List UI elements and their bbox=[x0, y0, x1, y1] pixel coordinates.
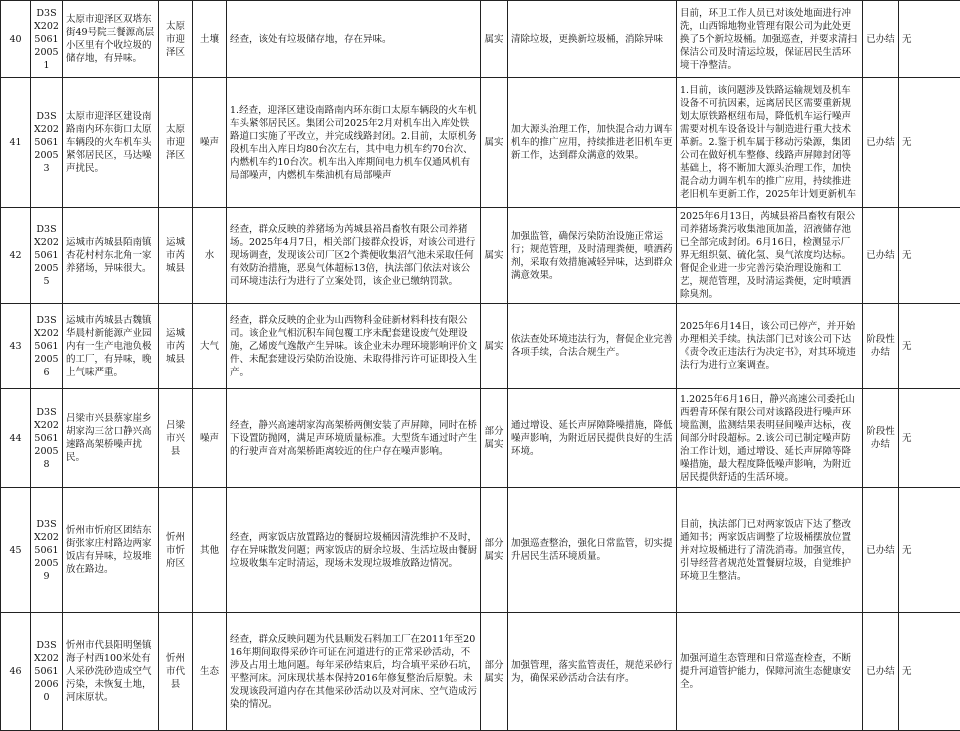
case-status: 已办结 bbox=[863, 488, 899, 613]
verdict: 属实 bbox=[481, 1, 508, 78]
verdict: 属实 bbox=[481, 304, 508, 389]
rectification-measure: 加强监管，确保污染防治设施正常运行；规范管理，及时清理粪便，喷洒药剂，采取有效措施减轻异味，达到群众满意效果。 bbox=[508, 208, 677, 304]
row-number: 40 bbox=[1, 1, 31, 78]
row-number: 43 bbox=[1, 304, 31, 389]
case-code: D3SX202506120059 bbox=[31, 488, 63, 613]
table-body bbox=[1, 1, 960, 731]
complaint-text: 忻州市代县阳明堡镇海子村西100米处有人采砂洗砂造成空气污染，未恢复土地，河床原状。 bbox=[63, 613, 159, 731]
investigation-finding: 1.经查，迎泽区建设南路南内环东街口太原车辆段的火车机车头紧邻居民区。集团公司2025年2月对机车出入库处铁路道口实施了平改立，并完成线路封闭。2.目前，太原机务段机车出入库日均80台次左右，其中电力机车约70台次、内燃机车约10台次。机车出入库期间电力机车仅通风机有局部噪声，内燃机车柴油机有局部噪声 bbox=[227, 78, 481, 208]
case-code: D3SX202506120058 bbox=[31, 389, 63, 488]
investigation-finding: 经查，群众反映问题为代县顺发石料加工厂在2011年至2016年期间取得采砂许可证在河道进行的正常采砂活动，不涉及占用土地问题。每年采砂结束后，均合填平采砂石坑，平整河床。河床现状基本保持2016年修复整治后原貌。未发现该段河道内存在其他采砂活动以及对河床、空气造成污染的情况。 bbox=[227, 613, 481, 731]
complaint-text: 太原市迎泽区建设南路南内环东街口太原车辆段的火车机车头紧邻居民区，马达噪声扰民。 bbox=[63, 78, 159, 208]
verdict: 部分属实 bbox=[481, 613, 508, 731]
administrative-area: 运城市芮城县 bbox=[159, 304, 193, 389]
administrative-area: 太原市迎泽区 bbox=[159, 78, 193, 208]
table-row bbox=[1, 304, 960, 389]
administrative-area: 忻州市代县 bbox=[159, 613, 193, 731]
rectification-progress: 1.2025年6月16日，静兴高速公司委托山西碧青环保有限公司对该路段进行噪声环境监测，监测结果表明昼间噪声达标，夜间部分时段超标。2.该公司已制定噪声防治工作计划，通过增设、延长声屏障等降噪措施，最大程度降低噪声影响，为附近居民提供舒适的生活环境。 bbox=[677, 389, 863, 488]
investigation-finding: 经查，该处有垃圾储存地，存在异味。 bbox=[227, 1, 481, 78]
row-number: 46 bbox=[1, 613, 31, 731]
row-number: 45 bbox=[1, 488, 31, 613]
rectification-measure: 加大源头治理工作，加快混合动力调车机车的推广应用，持续推进老旧机车更新工作，达到群众满意的效果。 bbox=[508, 78, 677, 208]
case-code: D3SX202506120060 bbox=[31, 613, 63, 731]
case-code: D3SX202506120053 bbox=[31, 78, 63, 208]
case-status: 已办结 bbox=[863, 208, 899, 304]
rectification-progress: 1.目前，该问题涉及铁路运输规划及机车设备不可抗因素，远离居民区需要重新规划太原铁路枢纽布局，降低机车运行噪声需要对机车设备设计与制造进行重大技术革新。2.鉴于机车属于移动污染源，集团公司在做好机车整修、线路声屏障封闭等基础上，将不断加大源头治理工作，加快混合动力调车机车的推广应用，持续推进老旧机车更新工作，2025年计划更新机车 bbox=[677, 78, 863, 208]
rectification-progress: 目前，执法部门已对两家饭店下达了整改通知书；两家饭店调整了垃圾桶摆放位置并对垃圾桶进行了清洗消毒。加强宣传，引导经营者规范处置餐厨垃圾，自觉维护环境卫生整洁。 bbox=[677, 488, 863, 613]
accountability: 无 bbox=[899, 613, 960, 731]
pollution-type: 水 bbox=[193, 208, 227, 304]
administrative-area: 太原市迎泽区 bbox=[159, 1, 193, 78]
complaint-text: 太原市迎泽区双塔东街49号院三餐源高层小区里有个收垃圾的储存地，有异味。 bbox=[63, 1, 159, 78]
table-row bbox=[1, 488, 960, 613]
verdict: 属实 bbox=[481, 78, 508, 208]
investigation-finding: 经查，两家饭店放置路边的餐厨垃圾桶因清洗维护不及时，存在异味散发问题；两家饭店的厨余垃圾、生活垃圾由餐厨垃圾收集车定时清运，现场未发现垃圾堆放路边情况。 bbox=[227, 488, 481, 613]
complaint-text: 运城市芮城县古魏镇华晨村新能源产业园内有一生产电池负极的工厂，有异味，晚上气味严重。 bbox=[63, 304, 159, 389]
administrative-area: 运城市芮城县 bbox=[159, 208, 193, 304]
case-status: 已办结 bbox=[863, 78, 899, 208]
investigation-finding: 经查，静兴高速胡家沟高架桥两侧安装了声屏障，同时在桥下设置防抛网，满足声环境质量标准。大型货车通过时产生的行驶声音对高架桥距离较近的住户存在噪声影响。 bbox=[227, 389, 481, 488]
accountability: 无 bbox=[899, 78, 960, 208]
complaint-text: 吕梁市兴县蔡家崖乡胡家沟三岔口静兴高速路高架桥噪声扰民。 bbox=[63, 389, 159, 488]
accountability: 无 bbox=[899, 304, 960, 389]
pollution-type: 噪声 bbox=[193, 78, 227, 208]
rectification-measure: 清除垃圾，更换新垃圾桶，消除异味 bbox=[508, 1, 677, 78]
verdict: 部分属实 bbox=[481, 389, 508, 488]
pollution-type: 大气 bbox=[193, 304, 227, 389]
case-status: 已办结 bbox=[863, 1, 899, 78]
pollution-type: 生态 bbox=[193, 613, 227, 731]
administrative-area: 忻州市忻府区 bbox=[159, 488, 193, 613]
rectification-progress: 目前，环卫工作人员已对该处地面进行冲洗，山西锦地物业管理有限公司为此处更换了5个新垃圾桶。加强巡查，并要求清扫保洁公司及时清运垃圾，保证居民生活环境干净整洁。 bbox=[677, 1, 863, 78]
table-row bbox=[1, 1, 960, 78]
complaint-text: 忻州市忻府区团结东街张家庄村路边两家饭店有异味，垃圾堆放在路边。 bbox=[63, 488, 159, 613]
case-status: 阶段性办结 bbox=[863, 304, 899, 389]
table-row bbox=[1, 208, 960, 304]
administrative-area: 吕梁市兴县 bbox=[159, 389, 193, 488]
accountability: 无 bbox=[899, 488, 960, 613]
investigation-finding: 经查，群众反映的养猪场为芮城县裕昌畜牧有限公司养猪场。2025年4月7日，相关部门接群众投诉，对该公司进行现场调查，发现该公司厂区2个粪便收集沼气池未采取任何有效防治措施，恶臭气体超标13倍，执法部门依法对该公司环境违法行为进行了立案处罚，该企业已缴纳罚款。 bbox=[227, 208, 481, 304]
verdict: 部分属实 bbox=[481, 488, 508, 613]
case-code: D3SX202506120055 bbox=[31, 208, 63, 304]
row-number: 41 bbox=[1, 78, 31, 208]
rectification-measure: 通过增设、延长声屏障降噪措施，降低噪声影响，为附近居民提供良好的生活环境。 bbox=[508, 389, 677, 488]
pollution-type: 其他 bbox=[193, 488, 227, 613]
rectification-measure: 加强巡查整治，强化日常监管，切实提升居民生活环境质量。 bbox=[508, 488, 677, 613]
table-row bbox=[1, 78, 960, 208]
rectification-measure: 加强管理，落实监管责任，规范采砂行为，确保采砂活动合法有序。 bbox=[508, 613, 677, 731]
row-number: 44 bbox=[1, 389, 31, 488]
rectification-progress: 2025年6月13日，芮城县裕昌畜牧有限公司养猪场粪污收集池顶加盖，沼液储存池已全部完成封闭。6月16日，检测显示厂界无组织氨、硫化氢、臭气浓度均达标。督促企业进一步完善污染治理设施和工艺，规范管理，及时清运粪便，定时喷洒除臭剂。 bbox=[677, 208, 863, 304]
pollution-type: 土壤 bbox=[193, 1, 227, 78]
rectification-progress: 2025年6月14日，该公司已停产，并开始办理相关手续。执法部门已对该公司下达《责令改正违法行为决定书》，对其环境违法行为进行立案调查。 bbox=[677, 304, 863, 389]
investigation-finding: 经查，群众反映的企业为山西物科金硅新材料科技有限公司。该企业气相沉积车间包覆工序未配套建设废气处理设施，乙烯废气逸散产生异味。该企业未办理环境影响评价文件、未配套建设污染防治设施、未取得排污许可证即投入生产。 bbox=[227, 304, 481, 389]
pollution-type: 噪声 bbox=[193, 389, 227, 488]
accountability: 无 bbox=[899, 208, 960, 304]
case-code: D3SX202506120056 bbox=[31, 304, 63, 389]
accountability: 无 bbox=[899, 389, 960, 488]
rectification-measure: 依法查处环境违法行为，督促企业完善各项手续，合法合规生产。 bbox=[508, 304, 677, 389]
rectification-progress: 加强河道生态管理和日常巡查检查，不断提升河道管护能力，保障河流生态健康安全。 bbox=[677, 613, 863, 731]
row-number: 42 bbox=[1, 208, 31, 304]
verdict: 属实 bbox=[481, 208, 508, 304]
table-row bbox=[1, 613, 960, 731]
case-status: 阶段性办结 bbox=[863, 389, 899, 488]
complaint-text: 运城市芮城县陌南镇杏花村村东北角一家养猪场，异味很大。 bbox=[63, 208, 159, 304]
table-row bbox=[1, 389, 960, 488]
case-code: D3SX202506120051 bbox=[31, 1, 63, 78]
accountability: 无 bbox=[899, 1, 960, 78]
case-status: 已办结 bbox=[863, 613, 899, 731]
